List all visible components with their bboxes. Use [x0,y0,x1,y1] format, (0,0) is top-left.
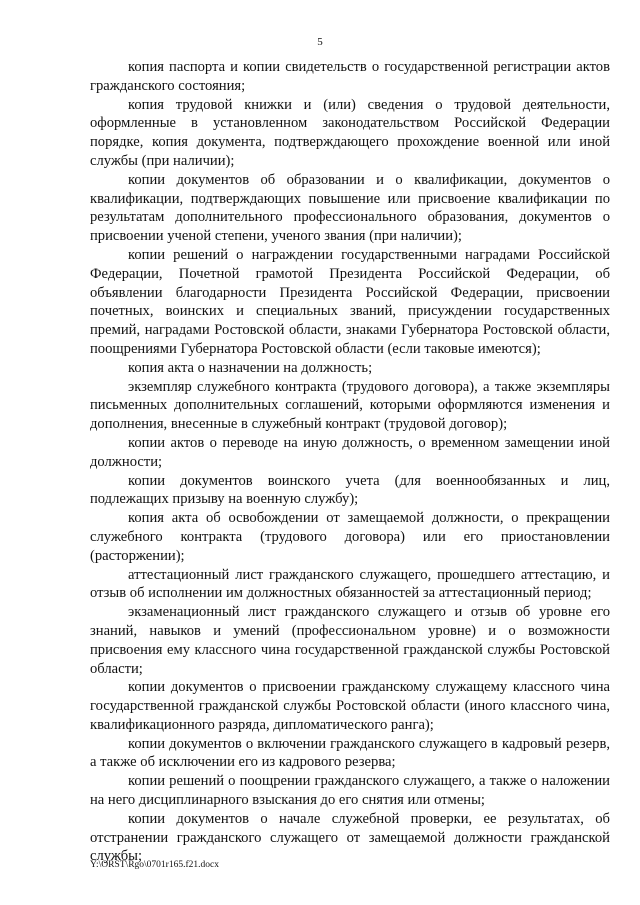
list-item: копии документов об образовании и о квалификации, документов о квалификации, подтверждающих повышение или присвоение квалификации по результатам дополнительного профессионального образования, документов о присвоении ученой степени, ученого звания (при наличии); [90,171,610,245]
list-item: копии документов воинского учета (для военнообязанных и лиц, подлежащих призыву на военную службу); [90,472,610,508]
list-item: копии документов о начале служебной проверки, ее результатах, об отстранении гражданского служащего от замещаемой должности гражданской службы; [90,810,610,865]
list-item: экземпляр служебного контракта (трудового договора), а также экземпляры письменных дополнительных соглашений, которыми оформляются изменения и дополнения, внесенные в служебный контракт (трудовой договор); [90,378,610,433]
list-item: копии документов о присвоении гражданскому служащему классного чина государственной гражданской службы Ростовской области (иного классного чина, квалификационного разряда, дипломатического ранга); [90,679,610,733]
page-number: 5 [317,36,323,48]
footer-file-path: Y:\ORST\Rgo\0701r165.f21.docx [90,860,219,870]
list-item: копии актов о переводе на иную должность, о временном замещении иной должности; [90,434,610,470]
list-item: копии решений о награждении государственными наградами Российской Федерации, Почетной грамотой Президента Российской Федерации, об объявлении благодарности Президента Российской Федерации, присвоении почетных, воинских и специальных званий, присуждении государственных премий, наградами Ростовской области, знаками Губернатора Ростовской области, поощрениями Губернатора Ростовской области (если таковые имеются); [90,246,610,357]
list-item: копия акта о назначении на должность; [128,359,373,376]
list-item: копии решений о поощрении гражданского служащего, а также о наложении на него дисциплинарного взыскания до его снятия или отмены; [90,773,610,809]
list-item: копии документов о включении гражданского служащего в кадровый резерв, а также об исключении его из кадрового резерва; [90,735,610,771]
list-item: аттестационный лист гражданского служащего, прошедшего аттестацию, и отзыв об исполнении им должностных обязанностей за аттестационный период; [90,566,610,602]
list-item: копия трудовой книжки и (или) сведения о трудовой деятельности, оформленные в установленном законодательством Российской Федерации порядке, копия документа, подтверждающего прохождение военной или иной службы (при наличии); [90,96,610,169]
list-item: копия акта об освобождении от замещаемой должности, о прекращении служебного контракта (трудового договора) или его приостановлении (расторжении); [90,510,610,564]
list-item: копия паспорта и копии свидетельств о государственной регистрации актов гражданского состояния; [90,59,610,94]
document-body [90,58,610,866]
list-item: экзаменационный лист гражданского служащего и отзыв об уровне его знаний, навыков и умений (профессиональном уровне) и о возможности присвоения ему классного чина государственной гражданской службы Ростовской области; [90,604,610,677]
